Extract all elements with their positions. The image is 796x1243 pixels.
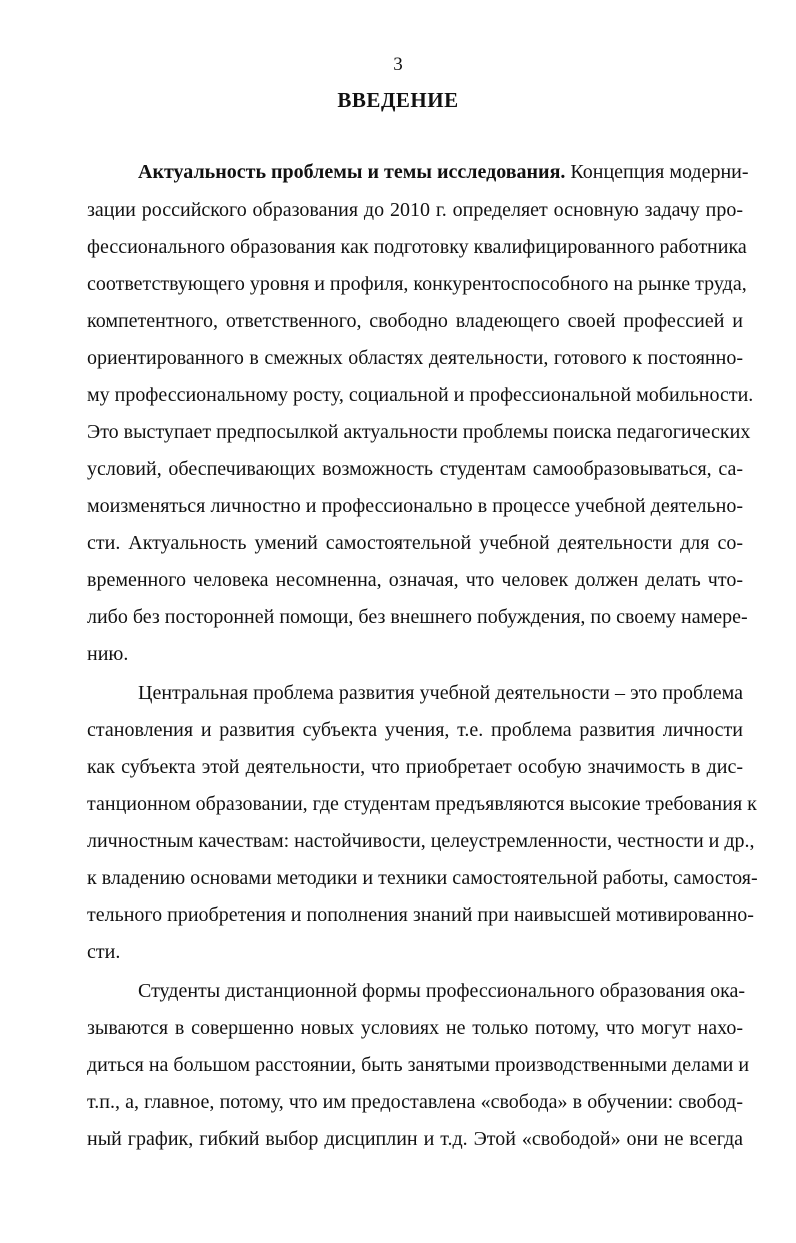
- para1-line: нию.: [87, 643, 129, 665]
- para1-line-1: [138, 159, 749, 185]
- para1-line: моизменяться личностно и профессионально в процессе учебной деятельно-: [87, 495, 743, 517]
- para3-line: т.п., а, главное, потому, что им предоставлена «свобода» в обучении: свобод-: [87, 1091, 743, 1113]
- para2-line: становления и развития субъекта учения, т.е. проблема развития личности: [87, 719, 743, 741]
- para1-line: зации российского образования до 2010 г. определяет основную задачу про-: [87, 199, 743, 221]
- section-title: ВВЕДЕНИЕ: [337, 88, 459, 112]
- para1-line: условий, обеспечивающих возможность студентам самообразовываться, са-: [87, 458, 743, 480]
- para2-line: Центральная проблема развития учебной деятельности – это проблема: [138, 682, 743, 704]
- para2-line: к владению основами методики и техники самостоятельной работы, самостоя-: [87, 867, 758, 889]
- para1-line: му профессиональному росту, социальной и профессиональной мобильности.: [87, 384, 754, 406]
- para1-line: временного человека несомненна, означая, что человек должен делать что-: [87, 569, 743, 591]
- para1-line: соответствующего уровня и профиля, конкурентоспособного на рынке труда,: [87, 273, 747, 295]
- para1-line: либо без посторонней помощи, без внешнего побуждения, по своему намере-: [87, 606, 748, 628]
- para3-line: зываются в совершенно новых условиях не только потому, что могут нахо-: [87, 1017, 743, 1039]
- para1-line: сти. Актуальность умений самостоятельной учебной деятельности для со-: [87, 532, 743, 554]
- para1-heading: Актуальность проблемы и темы исследования.: [138, 161, 566, 183]
- para2-line: танционном образовании, где студентам предъявляются высокие требования к: [87, 793, 757, 815]
- para1-line: компетентного, ответственного, свободно владеющего своей профессией и: [87, 310, 743, 332]
- para2-line: личностным качествам: настойчивости, целеустремленности, честности и др.,: [87, 830, 755, 852]
- para1-line: фессионального образования как подготовку квалифицированного работника: [87, 236, 747, 258]
- para2-line: сти.: [87, 941, 121, 963]
- para1-line: Это выступает предпосылкой актуальности проблемы поиска педагогических: [87, 421, 751, 443]
- para2-line: тельного приобретения и пополнения знаний при наивысшей мотивированно-: [87, 904, 754, 926]
- para3-line: диться на большом расстоянии, быть занятыми производственными делами и: [87, 1054, 750, 1076]
- para3-line: ный график, гибкий выбор дисциплин и т.д. Этой «свободой» они не всегда: [87, 1128, 743, 1150]
- page-number: 3: [393, 54, 403, 75]
- para1-line-1-text: Концепция модерни-: [565, 161, 749, 183]
- para3-line: Студенты дистанционной формы профессионального образования ока-: [138, 980, 746, 1002]
- para2-line: как субъекта этой деятельности, что приобретает особую значимость в дис-: [87, 756, 743, 778]
- para1-line: ориентированного в смежных областях деятельности, готового к постоянно-: [87, 347, 743, 369]
